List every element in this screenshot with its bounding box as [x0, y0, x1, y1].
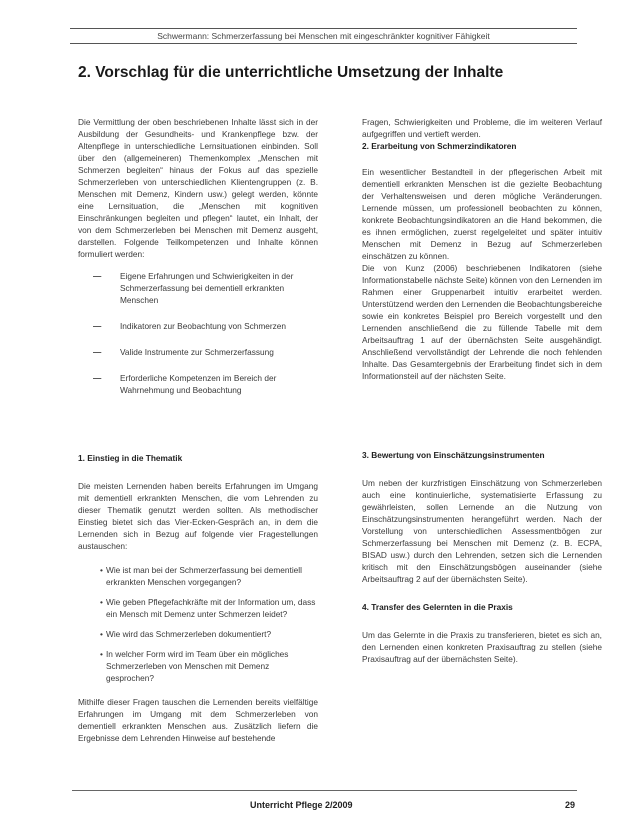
paragraph: Die von Kunz (2006) beschriebenen Indikatoren (siehe Informationstabelle nächste Seite) können von den Lernenden im Rahmen einer Gruppenarbeit intuitiv erarbeitet werden. Unterstützend werden den Lernenden die Beobachtungsbereiche sowie ein konkretes Beispiel pro Bereich vorgestellt und den Lernenden anschließend die zu füllende Tabelle mit dem Arbeitsauftrag 1 auf der übernächsten Seite ausgehändigt. Anschließend vervollständigt der Lehrende die noch fehlenden Inhalte. Das Gesamtergebnis der Erarbeitung findet sich in dem Informationsteil auf der nächsten Seite. — [362, 263, 602, 381]
list-item: — Valide Instrumente zur Schmerzerfassung — [93, 347, 274, 357]
section-heading-2: 2. Erarbeitung von Schmerzindikatoren — [362, 141, 517, 151]
list-item: — Indikatoren zur Beobachtung von Schmerzen — [93, 321, 287, 331]
footer-journal: Unterricht Pflege 2/2009 — [250, 800, 353, 810]
list-item: • Wie geben Pflegefachkräfte mit der Information um, dass ein Mensch mit Demenz unter Schmerzen leidet? — [100, 597, 316, 619]
intro-paragraph: Die Vermittlung der oben beschriebenen Inhalte lässt sich in der Ausbildung der Gesundheits- und Krankenpflege bzw. der Altenpflege in unterschiedliche Lernsituationen einbinden. Soll über den (allgemeineren) Themenkomplex „Menschen mit Schmerzen begleiten“ hinaus der Fokus auf das spezielle Schmerzerleben von unterschiedlichen Klientengruppen (z. B. Menschen mit Demenz, Kindern usw.) gelegt werden, könnte eine Lernsituation, die „Menschen mit kognitiven Einschränkungen begleiten und pflegen“ lautet, ein Inhalt, der von dem Schmerzerleben bei Menschen mit Demenz ausgeht, darstellen. Folgende Teilkompetenzen und Inhalte können formuliert werden: — [78, 117, 318, 259]
running-head: Schwermann: Schmerzerfassung bei Menschen mit eingeschränkter kognitiver Fähigkeit — [70, 28, 577, 44]
dash-bullet: — — [93, 321, 102, 331]
competency-list — [78, 270, 318, 396]
section-heading-4: 4. Transfer des Gelernten in die Praxis — [362, 602, 513, 612]
paragraph: Die meisten Lernenden haben bereits Erfahrungen im Umgang mit dementiell erkrankten Menschen, die vom Lehrenden zu dieser Thematik genutzt werden sollten. Als methodischer Einstieg bietet sich das Vier-Ecken-Gespräch an, in dem die Lernenden sich in Bezug auf folgende vier Fragestellungen austauschen: — [78, 481, 318, 551]
paragraph: Um neben der kurzfristigen Einschätzung von Schmerzerleben auch eine kontinuierliche, systematisierte Erfassung zu gewährleisten, sollen Lernende an die Nutzung von Einschätzungsinstrumenten herangeführt werden. Nach der Vorstellung von unterschiedlichen Assessmentbögen zur Schmerzerfassung bei Menschen mit Demenz (z. B. ECPA, BISAD usw.) durch den Lehrenden, setzen sich die Lernenden kritisch mit den Einschätzungsbögen auseinander (siehe Arbeitsauftrag 2 auf der übernächsten Seite). — [362, 478, 602, 584]
dot-bullet: • — [100, 649, 103, 659]
left-column-bottom — [78, 452, 318, 744]
paragraph: Ein wesentlicher Bestandteil in der pflegerischen Arbeit mit dementiell erkrankten Menschen ist die gezielte Beobachtung der Verhaltensweisen und deren mögliche Veränderungen. Lernende müssen, um professionell beobachten zu können, konkrete Beobachtungsindikatoren an die Hand bekommen, die es ihnen ermöglichen, zuerst regelgeleitet und später intuitiv Menschen mit Demenz in Bezug auf Schmerzerleben einschätzen zu können. — [362, 167, 602, 261]
list-item: • Wie ist man bei der Schmerzerfassung bei dementiell erkrankten Menschen vorgegangen? — [100, 565, 302, 587]
list-item: • In welcher Form wird im Team über ein mögliches Schmerzerleben von Menschen mit Demenz gesprochen? — [100, 649, 289, 683]
paragraph: Um das Gelernte in die Praxis zu transferieren, bietet es sich an, den Lernenden einen konkreten Praxisauftrag zu stellen (siehe Praxisauftrag auf der übernächsten Seite). — [362, 630, 602, 664]
dot-bullet: • — [100, 629, 103, 639]
list-item: • Wie wird das Schmerzerleben dokumentiert? — [100, 629, 272, 639]
dot-bullet: • — [100, 597, 103, 607]
left-column-top — [78, 116, 318, 410]
list-item: — Erforderliche Kompetenzen im Bereich der Wahrnehmung und Beobachtung — [93, 373, 277, 395]
paragraph: Fragen, Schwierigkeiten und Probleme, die im weiteren Verlauf aufgegriffen und vertieft werden. — [362, 117, 602, 139]
section-heading-1: 1. Einstieg in die Thematik — [78, 453, 183, 463]
dash-bullet: — — [93, 271, 102, 281]
dot-bullet: • — [100, 565, 103, 575]
page-number: 29 — [564, 800, 575, 810]
page-title: 2. Vorschlag für die unterrichtliche Umsetzung der Inhalte — [78, 64, 504, 81]
dash-bullet: — — [93, 347, 102, 357]
right-column-bottom — [362, 449, 602, 665]
dash-bullet: — — [93, 373, 102, 383]
section-heading-3: 3. Bewertung von Einschätzungsinstrumenten — [362, 450, 545, 460]
footer-rule — [72, 790, 577, 791]
list-item: — Eigene Erfahrungen und Schwierigkeiten in der Schmerzerfassung bei dementiell erkrankten Menschen — [93, 271, 294, 305]
right-column-top — [362, 116, 602, 382]
question-list — [78, 564, 318, 684]
paragraph: Mithilfe dieser Fragen tauschen die Lernenden bereits vielfältige Erfahrungen im Umgang mit dem Schmerzerleben von dementiell erkrankten Menschen aus. Zusätzlich liefern die Ergebnisse dem Lehrenden Hinweise auf bestehende — [78, 697, 318, 743]
